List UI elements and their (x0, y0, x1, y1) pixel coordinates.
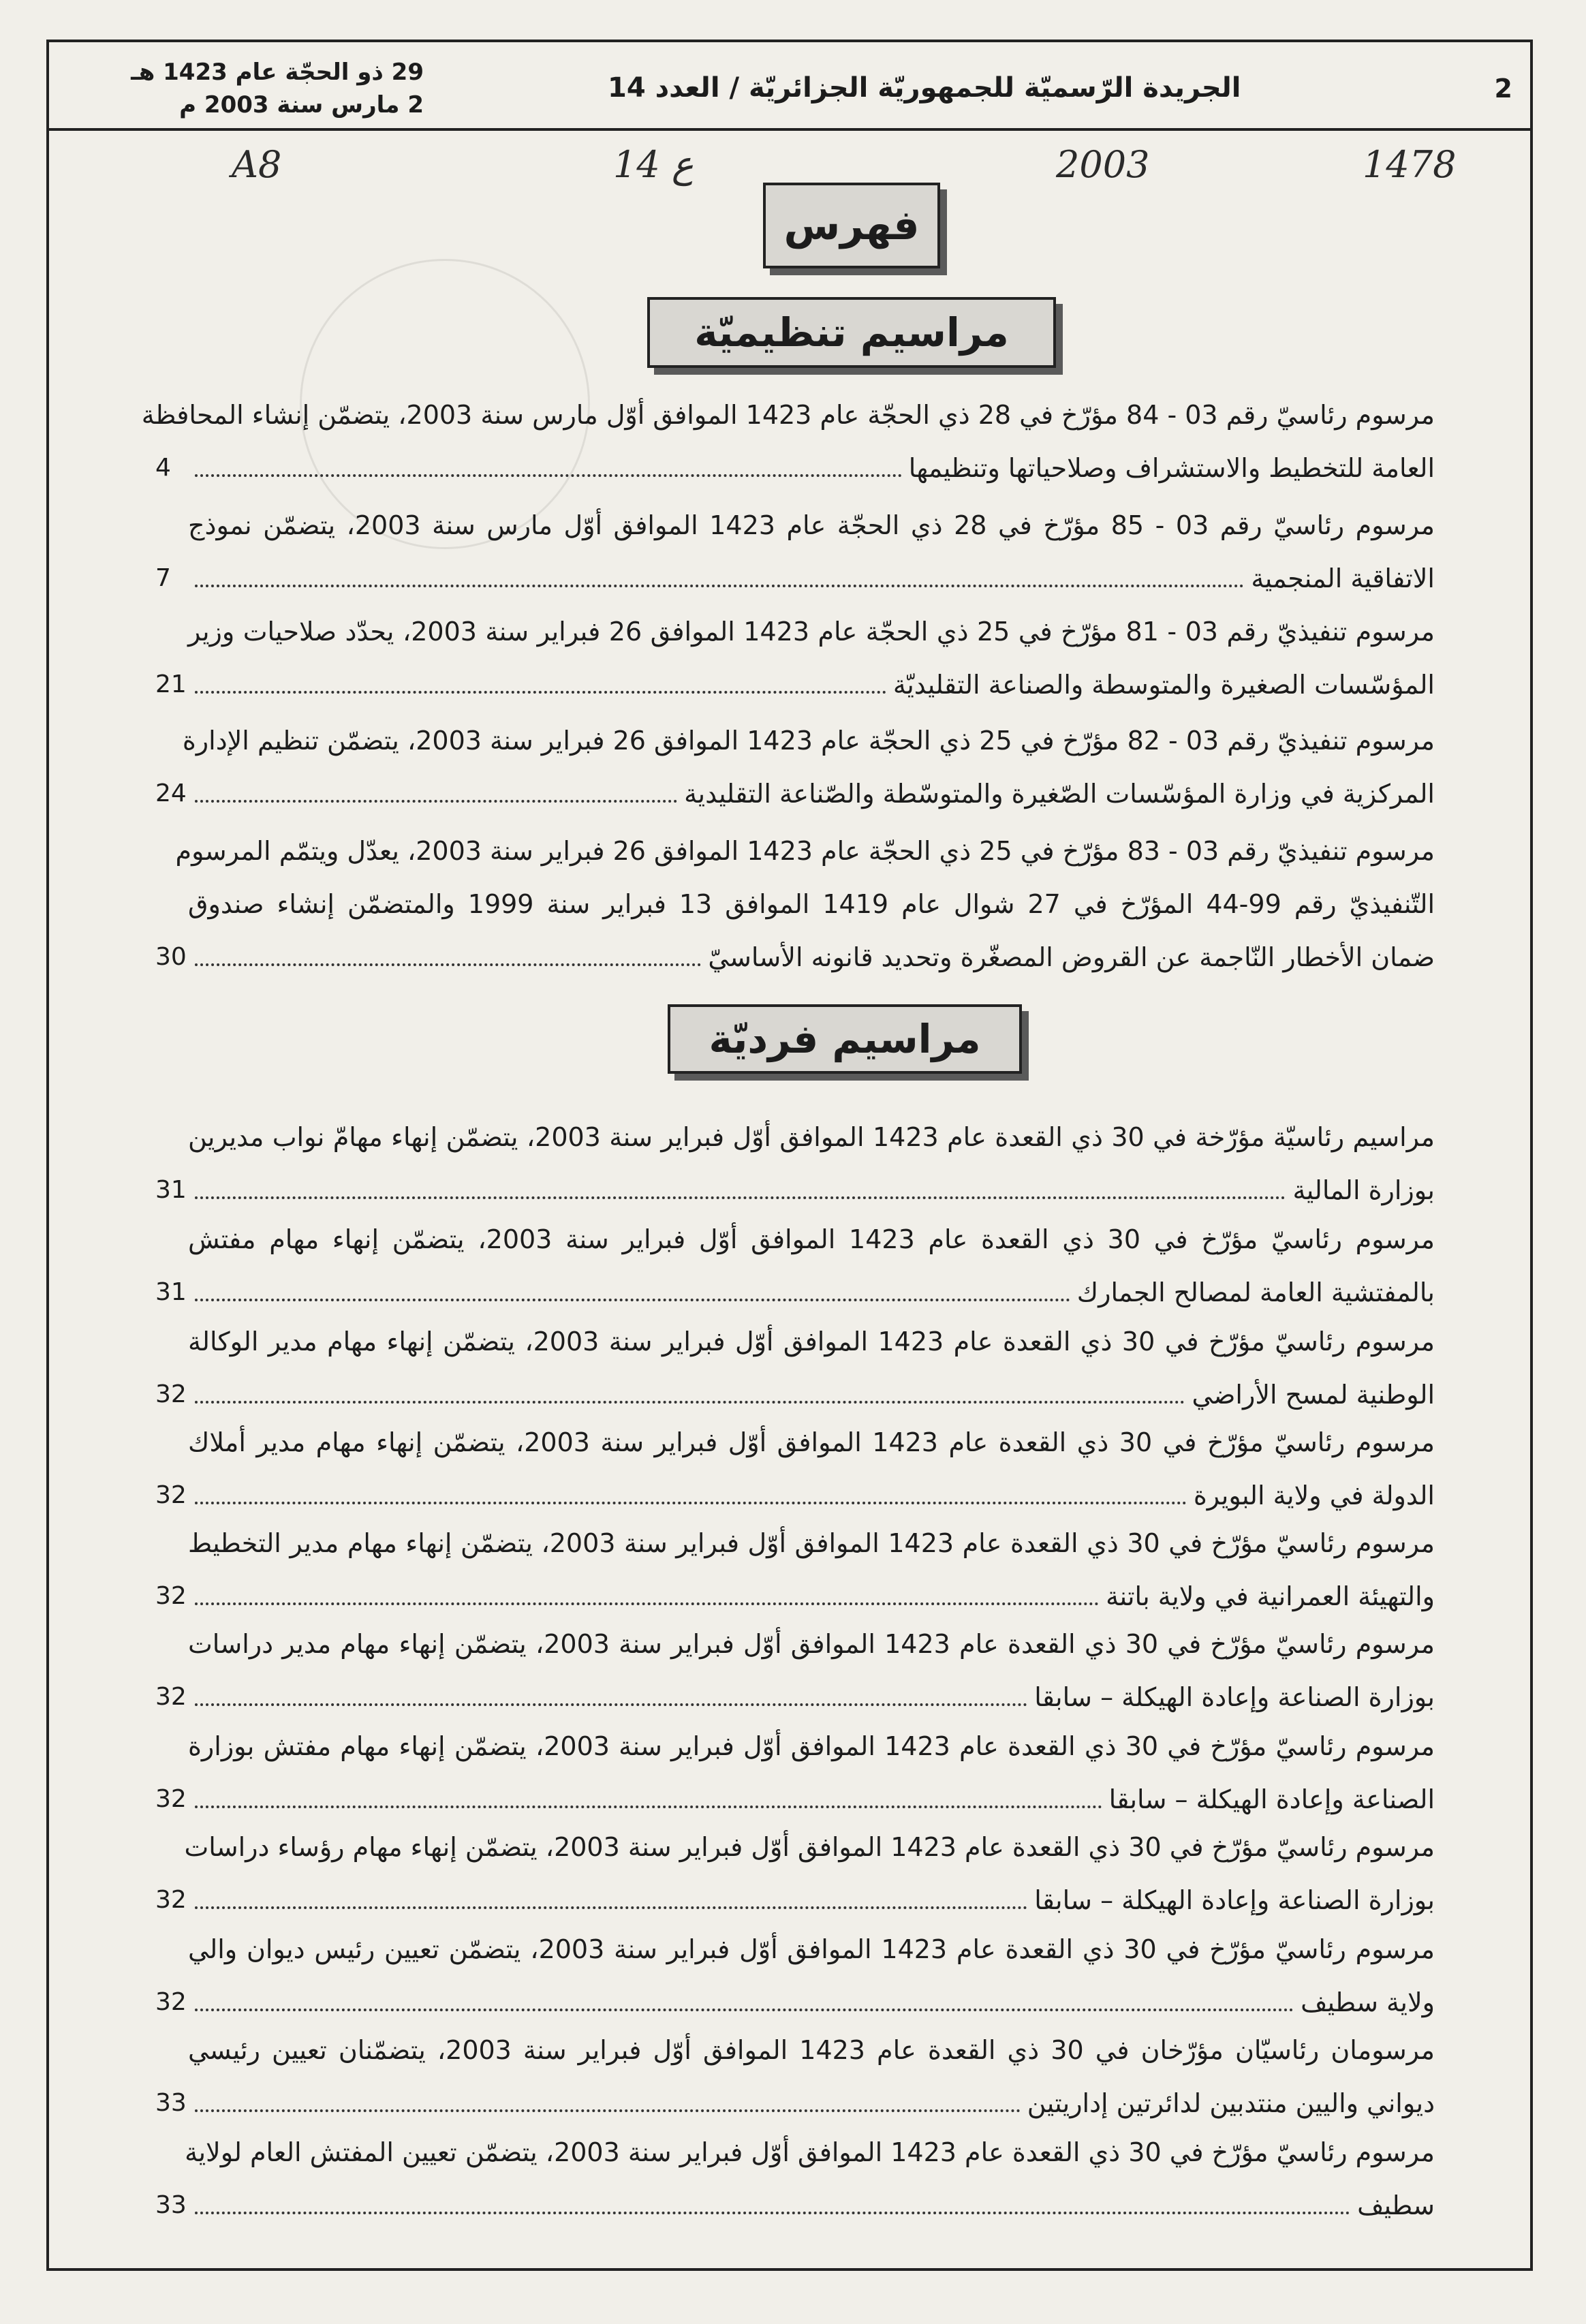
toc-entry-last-line (188, 1773, 1435, 1826)
toc-page-number: 32 (155, 1886, 187, 1914)
toc-entry-line: مرسوم رئاسيّ مؤرّخ في 30 ذي القعدة عام 1423 الموافق أوّل فبراير سنة 2003، يتضمّن إنهاء مهام مدير الوكالة (188, 1327, 1435, 1357)
handwritten-note: 14 ع (613, 143, 694, 186)
toc-page-number: 32 (155, 1785, 187, 1813)
toc-page-number: 24 (155, 779, 187, 807)
toc-page-number: 21 (155, 670, 187, 698)
toc-entry (188, 1315, 1435, 1421)
toc-page-number: 32 (155, 1988, 187, 2016)
toc-entry-line: المركزية في وزارة المؤسّسات الصّغيرة والمتوسّطة والصّناعة التقليدية (684, 779, 1435, 809)
toc-entry-line: الوطنية لمسح الأراضي (1192, 1380, 1435, 1410)
toc-entry (184, 1821, 1435, 1927)
toc-entry-last-line (188, 1976, 1435, 2029)
toc-entry (141, 388, 1435, 495)
leader-dots (195, 691, 886, 694)
toc-entry (188, 1213, 1435, 1319)
leader-dots (195, 800, 677, 803)
toc-entry-line: مرسوم رئاسيّ مؤرّخ في 30 ذي القعدة عام 1423 الموافق أوّل فبراير سنة 2003، يتضمّن إنهاء مهام مدير أملاك (188, 1427, 1435, 1457)
toc-entry (175, 824, 1435, 984)
toc-entry (188, 1720, 1435, 1826)
toc-entry (185, 2126, 1435, 2232)
toc-entry-line: مراسيم رئاسيّة مؤرّخة في 30 ذي القعدة عام 1423 الموافق أوّل فبراير سنة 2003، يتضمّن إنهاء مهامّ نواب مديرين (188, 1122, 1435, 1152)
toc-page-number: 32 (155, 1683, 187, 1711)
toc-entry-last-line (188, 441, 1435, 495)
toc-entry-line: مرسوم رئاسيّ مؤرّخ في 30 ذي القعدة عام 1423 الموافق أوّل فبراير سنة 2003، يتضمّن إنهاء مهام رؤساء دراسات (184, 1832, 1435, 1862)
toc-entry-line: التّنفيذيّ رقم 99-44 المؤرّخ في 27 شوال عام 1419 الموافق 13 فبراير سنة 1999 والمتضمّن إنشاء صندوق (188, 889, 1435, 919)
toc-entry-line: والتهيئة العمرانية في ولاية باتنة (1106, 1581, 1435, 1611)
leader-dots (195, 1196, 1286, 1199)
toc-page-number: 4 (155, 454, 171, 482)
toc-page-number: 33 (155, 2191, 187, 2219)
toc-entry-line: مرسوم رئاسيّ مؤرّخ في 30 ذي القعدة عام 1423 الموافق أوّل فبراير سنة 2003، يتضمّن إنهاء مهام مفتش (188, 1224, 1435, 1254)
leader-dots (195, 1602, 1099, 1605)
toc-entry-line: مرسوم تنفيذيّ رقم 03 - 82 مؤرّخ في 25 ذي الحجّة عام 1423 الموافق 26 فبراير سنة 2003، يتضمّن تنظيم الإدارة (182, 726, 1435, 756)
toc-entry-last-line (188, 658, 1435, 711)
toc-entry-line: بوزارة الصناعة وإعادة الهيكلة – سابقا (1034, 1682, 1435, 1712)
toc-entry-last-line (188, 552, 1435, 605)
section-title-individual-decrees: مراسيم فرديّة (668, 1004, 1022, 1074)
toc-entry-last-line (188, 1874, 1435, 1927)
toc-entry-line: مرسوم تنفيذيّ رقم 03 - 81 مؤرّخ في 25 ذي الحجّة عام 1423 الموافق 26 فبراير سنة 2003، يحدّد صلاحيات وزير (188, 617, 1435, 647)
journal-title: الجريدة الرّسميّة للجمهوريّة الجزائريّة / العدد 14 (608, 72, 1241, 104)
toc-entry (182, 714, 1435, 820)
handwritten-note: 2003 (1056, 143, 1150, 186)
section-title-regulatory-decrees: مراسيم تنظيميّة (647, 297, 1056, 368)
index-title: فهرس (763, 183, 940, 268)
toc-entry-line: مرسوم رئاسيّ مؤرّخ في 30 ذي القعدة عام 1423 الموافق أوّل فبراير سنة 2003، يتضمّن إنهاء مهام مدير دراسات (188, 1629, 1435, 1659)
toc-page-number: 32 (155, 1380, 187, 1408)
toc-entry-line: الاتفاقية المنجمية (1251, 563, 1435, 593)
leader-dots (195, 2109, 1021, 2112)
toc-entry-last-line (188, 1164, 1435, 1217)
toc-entry (188, 1617, 1435, 1724)
toc-entry (188, 1923, 1435, 2029)
toc-entry (188, 1517, 1435, 1623)
toc-entry-last-line (188, 1570, 1435, 1623)
toc-page-number: 32 (155, 1582, 187, 1610)
toc-entry-line: مرسوم رئاسيّ مؤرّخ في 30 ذي القعدة عام 1423 الموافق أوّل فبراير سنة 2003، يتضمّن تعيين المفتش العام لولاية (185, 2137, 1435, 2167)
toc-entry-last-line (188, 1368, 1435, 1421)
leader-dots (195, 1502, 1187, 1504)
toc-entry-line: مرسومان رئاسيّان مؤرّخان في 30 ذي القعدة عام 1423 الموافق أوّل فبراير سنة 2003، يتضمّنان تعيين رئيسي (188, 2035, 1435, 2065)
toc-entry-line: ديواني واليين منتدبين لدائرتين إداريتين (1027, 2088, 1435, 2118)
toc-entry-line: بوزارة المالية (1292, 1175, 1435, 1205)
toc-entry-line: مرسوم تنفيذيّ رقم 03 - 83 مؤرّخ في 25 ذي الحجّة عام 1423 الموافق 26 فبراير سنة 2003، يعدّل ويتمّم المرسوم (175, 836, 1435, 866)
toc-entry-line: مرسوم رئاسيّ مؤرّخ في 30 ذي القعدة عام 1423 الموافق أوّل فبراير سنة 2003، يتضمّن تعيين رئيس ديوان والي (188, 1934, 1435, 1964)
leader-dots (195, 1299, 1070, 1301)
toc-entry-line: ضمان الأخطار النّاجمة عن القروض المصغّرة وتحديد قانونه الأساسيّ (708, 942, 1435, 972)
toc-entry (188, 1416, 1435, 1522)
toc-page-number: 32 (155, 1481, 187, 1509)
toc-entry-line: ولاية سطيف (1301, 1987, 1435, 2017)
toc-entry-last-line (188, 1266, 1435, 1319)
toc-entry (188, 499, 1435, 605)
toc-entry-last-line (188, 2077, 1435, 2130)
toc-entry-line: بوزارة الصناعة وإعادة الهيكلة – سابقا (1034, 1885, 1435, 1915)
toc-entry-last-line (188, 767, 1435, 820)
leader-dots (195, 1401, 1185, 1404)
leader-dots (195, 2212, 1350, 2214)
header-date (83, 56, 424, 121)
toc-entry-line: الصناعة وإعادة الهيكلة – سابقا (1108, 1784, 1435, 1814)
toc-entry-line: بالمفتشية العامة لمصالح الجمارك (1076, 1277, 1435, 1307)
toc-entry-last-line (188, 931, 1435, 984)
toc-entry-line: المؤسّسات الصغيرة والمتوسطة والصناعة التقليديّة (892, 670, 1435, 700)
toc-entry (188, 605, 1435, 711)
toc-page-number: 30 (155, 943, 187, 971)
toc-entry-line: مرسوم رئاسيّ مؤرّخ في 30 ذي القعدة عام 1423 الموافق أوّل فبراير سنة 2003، يتضمّن إنهاء مهام مفتش بوزارة (188, 1731, 1435, 1761)
leader-dots (195, 1806, 1102, 1808)
toc-entry-line: مرسوم رئاسيّ رقم 03 - 85 مؤرّخ في 28 ذي الحجّة عام 1423 الموافق أوّل مارس سنة 2003، يتضمّن نموذج (188, 510, 1435, 540)
toc-entry (188, 1111, 1435, 1217)
page-header (49, 42, 1530, 131)
toc-entry-last-line (188, 2179, 1435, 2232)
leader-dots (195, 1906, 1027, 1909)
toc-entry-line: العامة للتخطيط والاستشراف وصلاحياتها وتنظيمها (908, 453, 1435, 483)
toc-entry-line: مرسوم رئاسيّ رقم 03 - 84 مؤرّخ في 28 ذي الحجّة عام 1423 الموافق أوّل مارس سنة 2003، يتضمّن إنشاء المحافظة (141, 400, 1435, 430)
leader-dots (195, 585, 1244, 587)
toc-page-number: 7 (155, 564, 171, 592)
leader-dots (195, 963, 701, 966)
handwritten-note: A8 (232, 143, 282, 186)
toc-page-number: 33 (155, 2089, 187, 2117)
toc-page-number: 31 (155, 1278, 187, 1306)
page-number: 2 (1494, 74, 1512, 104)
toc-entry-line: مرسوم رئاسيّ مؤرّخ في 30 ذي القعدة عام 1423 الموافق أوّل فبراير سنة 2003، يتضمّن إنهاء مهام مدير التخطيط (188, 1528, 1435, 1558)
leader-dots (195, 1703, 1027, 1706)
toc-entry-line: الدولة في ولاية البويرة (1193, 1481, 1435, 1510)
gregorian-date: 2 مارس سنة 2003 م (179, 91, 424, 119)
leader-dots (195, 2009, 1294, 2011)
handwritten-note: 1478 (1363, 143, 1457, 186)
toc-entry (188, 2024, 1435, 2130)
hijri-date: 29 ذو الحجّة عام 1423 هـ (131, 59, 424, 86)
leader-dots (195, 474, 902, 477)
toc-entry-last-line (188, 1671, 1435, 1724)
toc-entry-line: سطيف (1357, 2190, 1435, 2220)
toc-page-number: 31 (155, 1176, 187, 1204)
toc-entry-last-line (188, 1469, 1435, 1522)
